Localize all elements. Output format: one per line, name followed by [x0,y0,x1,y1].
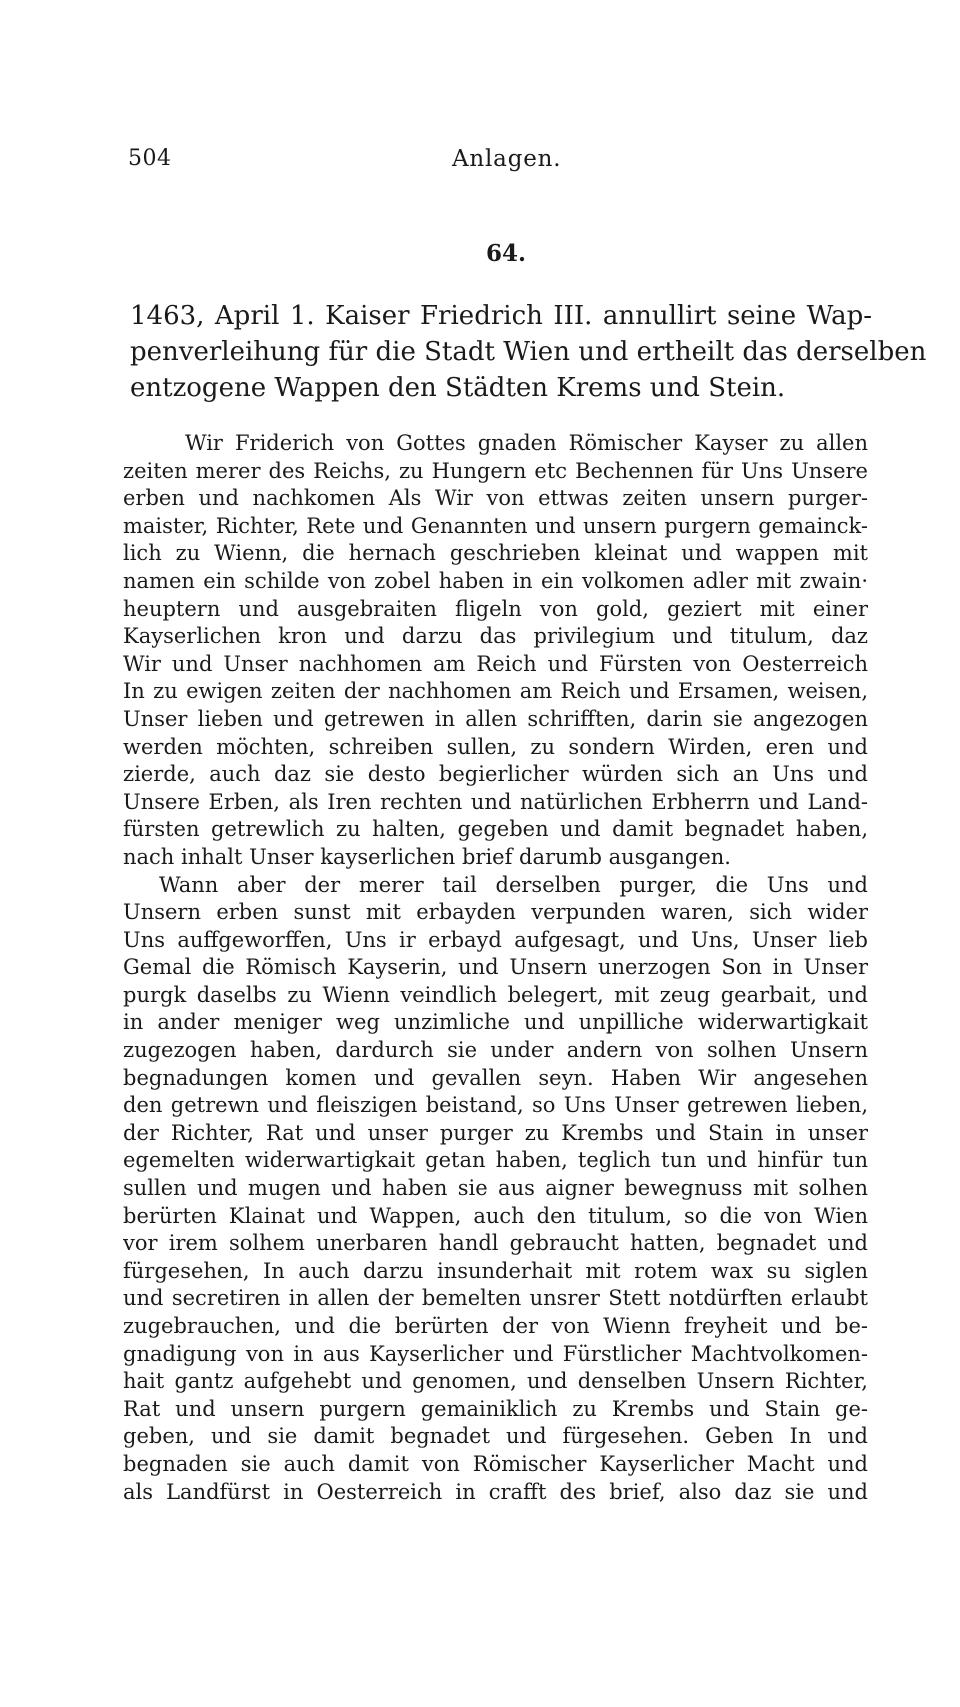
text-line: Wir und Unser nachhomen am Reich und Fürsten von Oesterreich [123,651,868,676]
text-line: Uns auffgeworffen, Uns ir erbayd aufgesagt, und Uns, Unser lieb [123,927,868,952]
text-line: In zu ewigen zeiten der nachhomen am Reich und Ersamen, weisen, [123,679,868,704]
text-line: Wir Friderich von Gottes gnaden Römischer Kayser zu allen [185,431,868,455]
page-number: 504 [128,146,172,171]
text-line: lich zu Wienn, die hernach geschrieben kleinat und wappen mit [123,541,868,566]
text-line: Gemal die Römisch Kayserin, und Unsern unerzogen Son in Unser [123,955,868,980]
document-heading [130,298,927,406]
text-line: den getrewn und fleiszigen beistand, so Uns Unser getrewen lieben, [123,1093,868,1118]
text-line: Unsern erben sunst mit erbayden verpunden waren, sich wider [123,900,868,925]
running-head: Anlagen. [452,146,562,172]
text-line: egemelten widerwartigkait getan haben, teglich tun und hinfür tun [123,1148,868,1173]
text-line: Wann aber der merer tail derselben purger, die Uns und [159,872,868,897]
text-line: begnaden sie auch damit von Römischer Kayserlicher Macht und [123,1451,868,1476]
text-line: und secretiren in allen der bemelten unsrer Stett notdürften erlaubt [123,1286,868,1311]
text-line: zeiten merer des Reichs, zu Hungern etc Bechennen für Uns Unsere [123,458,868,483]
heading-line: entzogene Wappen den Städten Krems und Stein. [130,373,786,403]
text-line: vor irem solhem unerbaren handl gebraucht hatten, begnadet und [123,1231,868,1256]
text-line: der Richter, Rat und unser purger zu Krembs und Stain in unser [123,1120,868,1145]
text-line: namen ein schilde von zobel haben in ein volkomen adler mit zwain· [123,568,868,593]
text-line: in ander meniger weg unzimliche und unpilliche widerwartigkait [123,1010,868,1035]
text-line: hait gantz aufgehebt und genomen, und denselben Unsern Richter, [123,1369,868,1394]
text-line: zugezogen haben, dardurch sie under andern von solhen Unsern [123,1038,868,1063]
text-line: begnadungen komen und gevallen seyn. Haben Wir angesehen [123,1065,868,1090]
text-line: erben und nachkomen Als Wir von ettwas zeiten unsern purger- [123,486,868,511]
text-line: purgk daselbs zu Wienn veindlich belegert, mit zeug gearbait, und [123,982,868,1007]
text-line: heuptern und ausgebraiten fligeln von gold, geziert mit einer [123,596,868,621]
text-line: zugebrauchen, und die berürten der von Wienn freyheit und be- [123,1314,868,1338]
text-line: sullen und mugen und haben sie aus aigner bewegnuss mit solhen [123,1176,868,1201]
text-line: Kayserlichen kron und darzu das privilegium und titulum, daz [123,624,868,649]
text-line: Unser lieben und getrewen in allen schrifften, darin sie angezogen [123,706,868,731]
text-line: werden möchten, schreiben sullen, zu sondern Wirden, eren und [123,734,868,759]
text-line: zierde, auch daz sie desto begierlicher würden sich an Uns und [123,762,868,787]
text-line: Unsere Erben, als Iren rechten und natürlichen Erbherrn und Land- [123,789,868,814]
text-line: geben, und sie damit begnadet und fürgesehen. Geben In und [123,1424,868,1449]
body-text [123,430,868,1506]
text-line: maister, Richter, Rete und Genannten und unsern purgern gemainck- [123,513,868,538]
heading-line: 1463, April 1. Kaiser Friedrich III. annullirt seine Wap- [130,301,872,331]
text-line: als Landfürst in Oesterreich in crafft des brief, also daz sie und [123,1479,868,1504]
text-line: gnadigung von in aus Kayserlicher und Fürstlicher Machtvolkomen- [123,1341,868,1366]
text-line: Rat und unsern purgern gemainiklich zu Krembs und Stain ge- [123,1396,868,1421]
text-line: berürten Klainat und Wappen, auch den titulum, so die von Wien [123,1203,868,1228]
text-line: fürgesehen, In auch darzu insunderhait mit rotem wax su siglen [123,1258,868,1283]
document-number: 64. [486,240,527,267]
heading-line: penverleihung für die Stadt Wien und ertheilt das derselben [130,337,927,367]
text-line: nach inhalt Unser kayserlichen brief darumb ausgangen. [123,844,731,869]
text-line: fürsten getrewlich zu halten, gegeben und damit begnadet haben, [123,817,868,842]
